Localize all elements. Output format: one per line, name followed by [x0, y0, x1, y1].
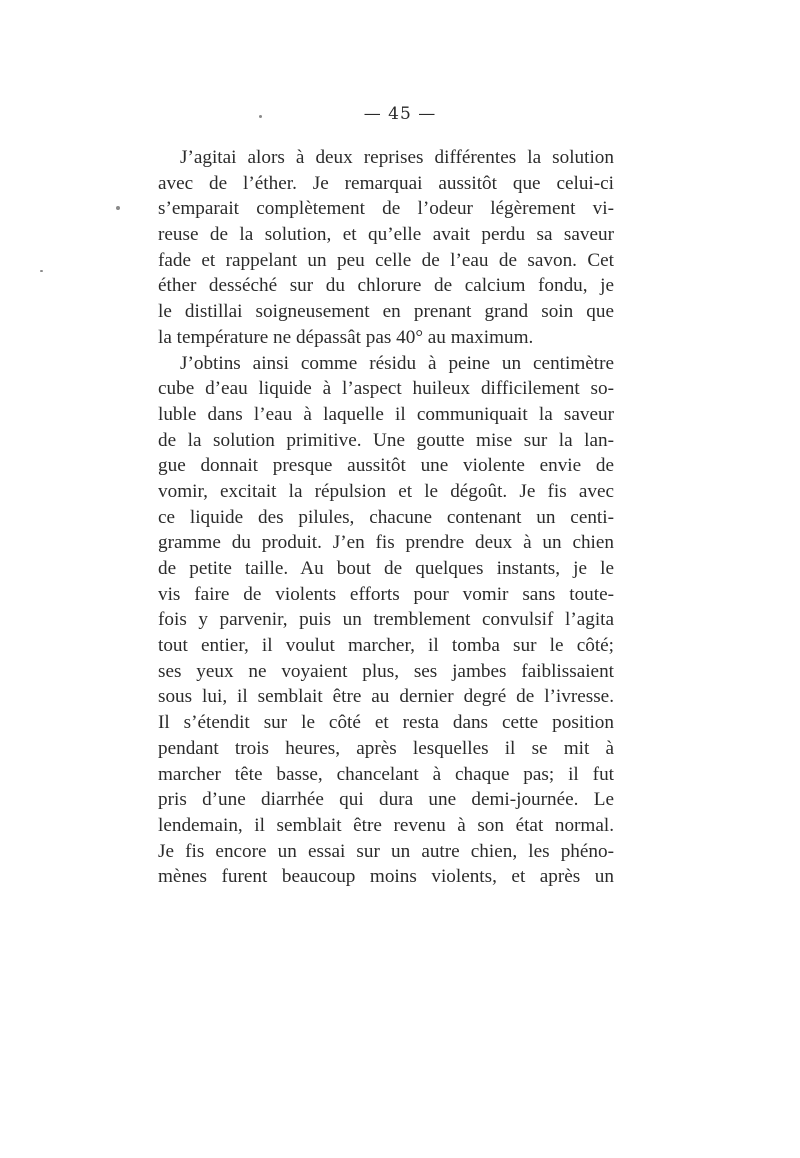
text-line: J’obtins ainsi comme résidu à peine un centimètre	[180, 352, 614, 374]
text-line: fade et rappelant un peu celle de l’eau de savon. Cet	[158, 249, 614, 271]
scan-speck	[116, 206, 120, 210]
text-line: éther desséché sur du chlorure de calcium fondu, je	[158, 275, 614, 297]
scan-speck	[40, 270, 43, 272]
text-line: lendemain, il semblait être revenu à son état normal.	[158, 814, 614, 836]
text-line: mènes furent beaucoup moins violents, et après un	[158, 866, 614, 888]
text-line: de la solution primitive. Une goutte mise sur la lan-	[158, 429, 614, 451]
text-line: reuse de la solution, et qu’elle avait perdu sa saveur	[158, 224, 614, 246]
page-number: — 45 —	[363, 104, 437, 124]
text-line: gramme du produit. J’en fis prendre deux à un chien	[158, 532, 614, 554]
text-line: marcher tête basse, chancelant à chaque pas; il fut	[158, 763, 614, 785]
text-line: le distillai soigneusement en prenant grand soin que	[158, 301, 614, 323]
text-line: pris d’une diarrhée qui dura une demi-journée. Le	[158, 789, 614, 811]
text-line: la température ne dépassât pas 40° au maximum.	[158, 326, 534, 348]
text-line: s’emparait complètement de l’odeur légèrement vi-	[158, 198, 614, 220]
text-line: pendant trois heures, après lesquelles il se mit à	[158, 737, 614, 759]
text-line: fois y parvenir, puis un tremblement convulsif l’agita	[158, 609, 614, 631]
text-line: de petite taille. Au bout de quelques instants, je le	[158, 558, 614, 579]
body-text	[158, 145, 614, 890]
text-line: J’agitai alors à deux reprises différentes la solution	[180, 147, 614, 168]
text-line: ses yeux ne voyaient plus, ses jambes faiblissaient	[158, 660, 614, 682]
text-line: tout entier, il voulut marcher, il tomba sur le côté;	[158, 635, 614, 657]
text-line: vis faire de violents efforts pour vomir sans toute-	[158, 583, 614, 605]
text-line: avec de l’éther. Je remarquai aussitôt que celui-ci	[158, 172, 614, 194]
text-line: ce liquide des pilules, chacune contenant un centi-	[158, 506, 614, 528]
text-line: cube d’eau liquide à l’aspect huileux difficilement so-	[158, 378, 614, 400]
scan-speck	[259, 115, 262, 118]
text-line: luble dans l’eau à laquelle il communiquait la saveur	[158, 403, 614, 425]
text-line: vomir, excitait la répulsion et le dégoût. Je fis avec	[158, 480, 614, 502]
text-line: Je fis encore un essai sur un autre chien, les phéno-	[158, 840, 614, 862]
text-line: gue donnait presque aussitôt une violente envie de	[158, 455, 614, 477]
text-line: Il s’étendit sur le côté et resta dans cette position	[158, 712, 614, 734]
text-line: sous lui, il semblait être au dernier degré de l’ivresse.	[158, 686, 614, 708]
